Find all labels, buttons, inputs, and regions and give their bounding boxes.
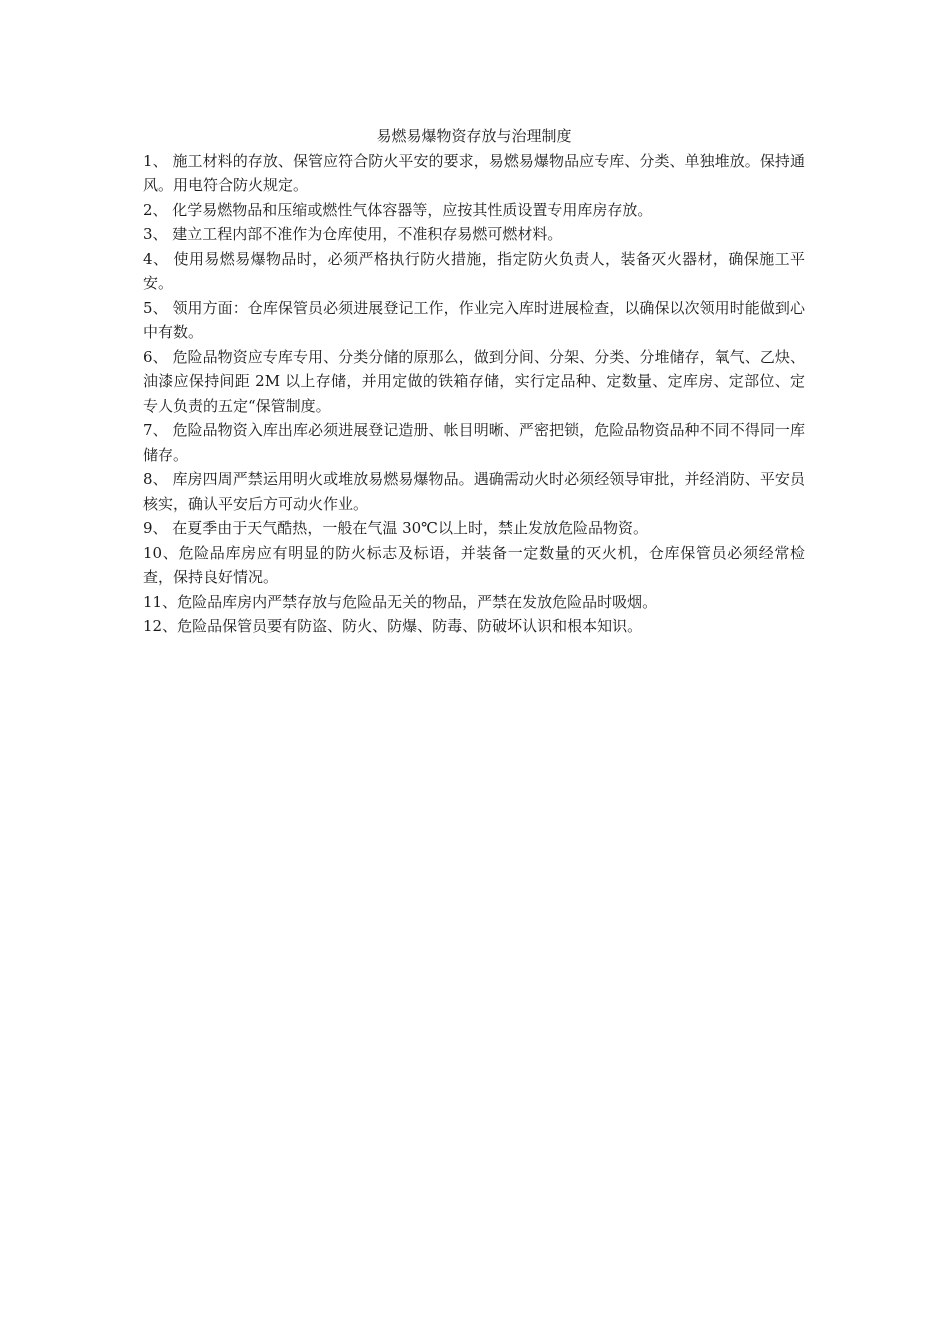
rule-item-11: 11、危险品库房内严禁存放与危险品无关的物品，严禁在发放危险品时吸烟。	[143, 592, 658, 611]
rule-item-2: 2、 化学易燃物品和压缩或燃性气体容器等，应按其性质设置专用库房存放。	[143, 200, 653, 219]
rule-item-7: 7、 危险品物资入库出库必须进展登记造册、帐目明晰、严密把锁，危险品物资品种不同不得同一库储存。	[143, 421, 805, 464]
document-body	[143, 124, 805, 639]
rule-item-3: 3、 建立工程内部不准作为仓库使用，不准积存易燃可燃材料。	[143, 225, 563, 243]
rule-item-8: 8、 库房四周严禁运用明火或堆放易燃易爆物品。遇确需动火时必须经领导审批，并经消防、平安员核实，确认平安后方可动火作业。	[143, 470, 805, 513]
rule-item-10: 10、危险品库房应有明显的防火标志及标语，并装备一定数量的灭火机，仓库保管员必须经常检查，保持良好情况。	[143, 543, 805, 586]
document-title: 易燃易爆物资存放与治理制度	[376, 127, 572, 145]
rule-item-5: 5、 领用方面：仓库保管员必须进展登记工作，作业完入库时进展检查，以确保以次领用时能做到心中有数。	[143, 298, 805, 341]
rule-item-6: 6、 危险品物资应专库专用、分类分储的原那么，做到分间、分架、分类、分堆储存，氧气、乙炔、油漆应保持间距 2M 以上存储，并用定做的铁箱存储，实行定品种、定数量、定库房、定部位、定专人负责的五定“保管制度。	[143, 347, 805, 415]
rule-item-12: 12、危险品保管员要有防盗、防火、防爆、防毒、防破坏认识和根本知识。	[143, 617, 643, 635]
rule-item-1: 1、 施工材料的存放、保管应符合防火平安的要求，易燃易爆物品应专库、分类、单独堆放。保持通风。用电符合防火规定。	[143, 151, 805, 194]
rule-item-4: 4、 使用易燃易爆物品时，必须严格执行防火措施，指定防火负责人，装备灭火器材，确保施工平安。	[143, 249, 805, 292]
rule-item-9: 9、 在夏季由于天气酷热，一般在气温 30℃以上时，禁止发放危险品物资。	[143, 519, 648, 537]
